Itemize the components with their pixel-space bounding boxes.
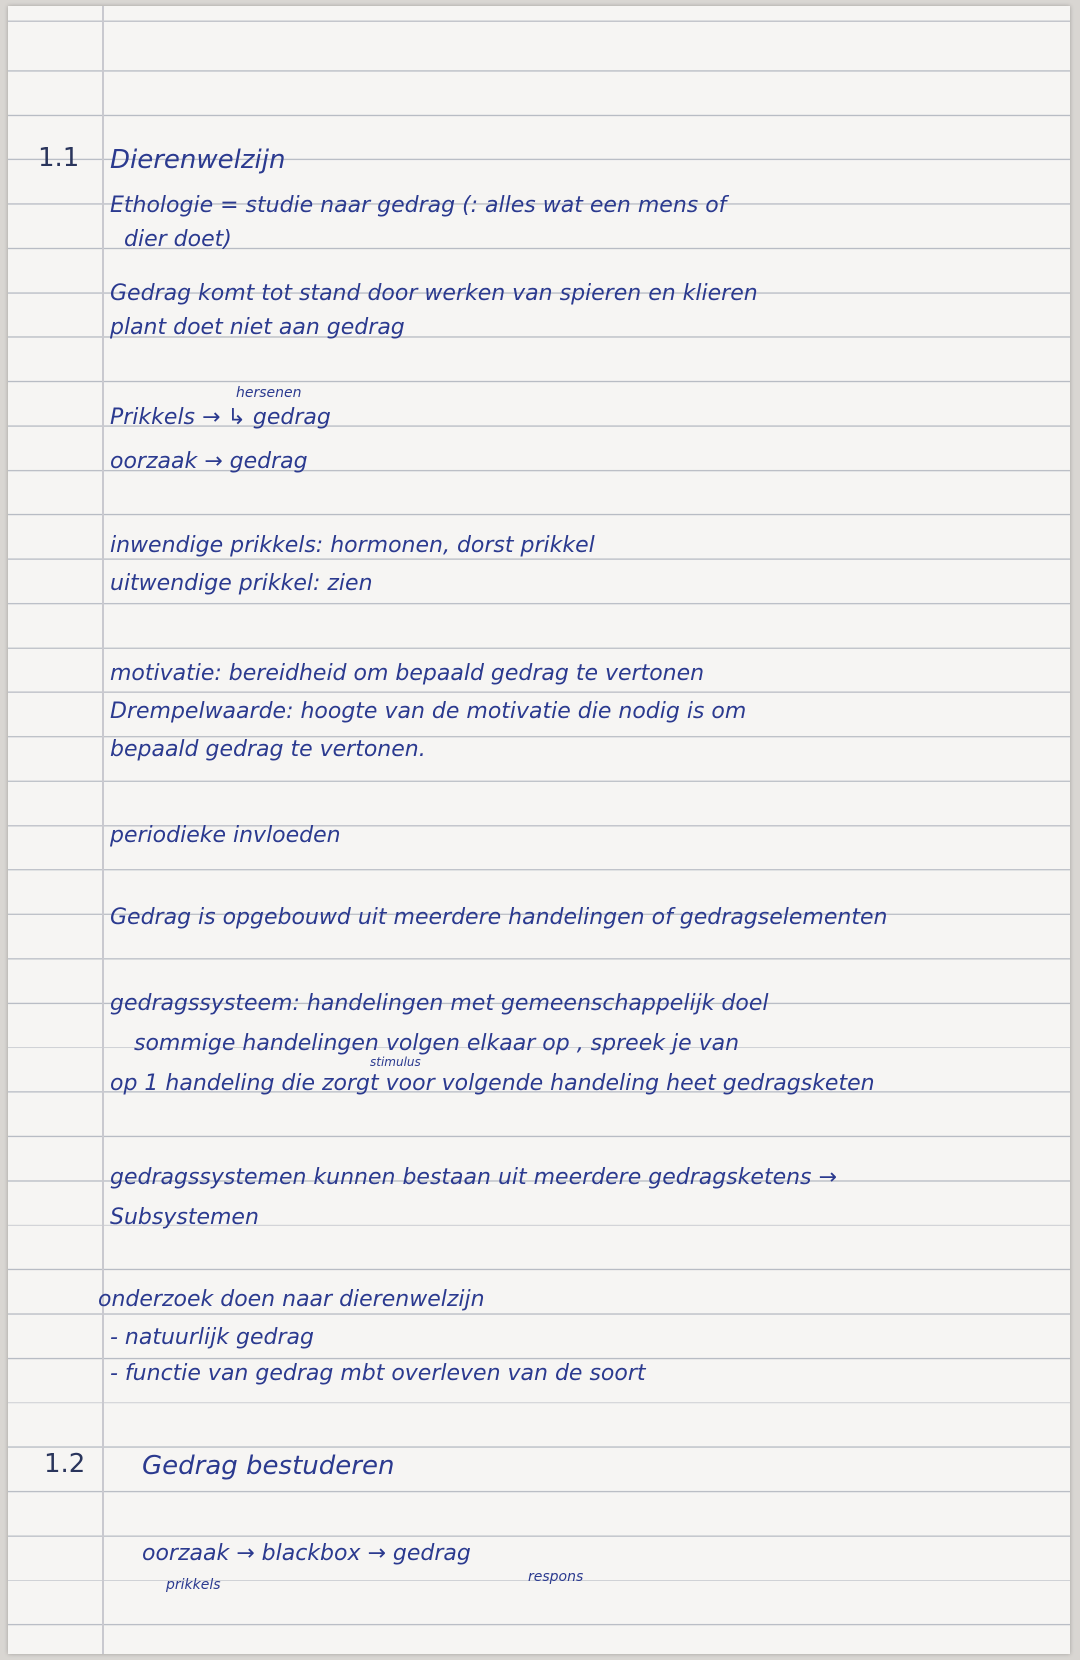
note-oorzaak-arrow: oorzaak → gedrag [110,449,308,474]
note-blackbox-diagram: oorzaak → blackbox → gedrag [142,1541,471,1566]
note-gedragssysteem-line1: gedragssysteem: handelingen met gemeenschappelijk doel [110,991,769,1016]
note-uitwendige-prikkel: uitwendige prikkel: zien [110,571,373,596]
note-respons-label: respons [528,1569,584,1585]
note-gedrag-line2: plant doet niet aan gedrag [110,315,405,340]
note-inwendige-prikkels: inwendige prikkels: hormonen, dorst prikkel [110,533,595,558]
note-gedrag-opgebouwd: Gedrag is opgebouwd uit meerdere handelingen of gedragselementen [110,905,888,930]
note-ethologie-line1: Ethologie = studie naar gedrag (: alles wat een mens of [110,193,727,218]
note-ethologie-line2: dier doet) [124,227,232,252]
note-motivatie: motivatie: bereidheid om bepaald gedrag te vertonen [110,661,705,686]
note-functie-gedrag: - functie van gedrag mbt overleven van de soort [110,1361,646,1386]
note-hersenen-label: hersenen [236,385,302,401]
note-subsystemen-line2: Subsystemen [110,1205,259,1230]
section-number-1-1: 1.1 [38,143,80,173]
note-stimulus-label: stimulus [370,1055,421,1069]
section-title-gedrag-bestuderen: Gedrag bestuderen [142,1451,395,1481]
note-gedrag-line1: Gedrag komt tot stand door werken van spieren en klieren [110,281,758,306]
note-prikkels-arrow: Prikkels → ↳ gedrag [110,405,331,430]
note-drempelwaarde-line1: Drempelwaarde: hoogte van de motivatie die nodig is om [110,699,747,724]
section-number-1-2: 1.2 [44,1449,86,1479]
note-periodieke-invloeden: periodieke invloeden [110,823,341,848]
note-gedragssysteem-line3: op 1 handeling die zorgt voor volgende handeling heet gedragsketen [110,1071,875,1096]
note-gedragssysteem-line2: sommige handelingen volgen elkaar op , spreek je van [134,1031,740,1056]
notebook-page [8,6,1070,1654]
note-subsystemen-line1: gedragssystemen kunnen bestaan uit meerdere gedragsketens → [110,1165,837,1190]
note-natuurlijk-gedrag: - natuurlijk gedrag [110,1325,314,1350]
margin-line [102,6,104,1654]
section-title-dierenwelzijn: Dierenwelzijn [110,145,286,175]
note-onderzoek: onderzoek doen naar dierenwelzijn [98,1287,485,1312]
note-drempelwaarde-line2: bepaald gedrag te vertonen. [110,737,426,762]
note-prikkels-label: prikkels [166,1577,221,1593]
